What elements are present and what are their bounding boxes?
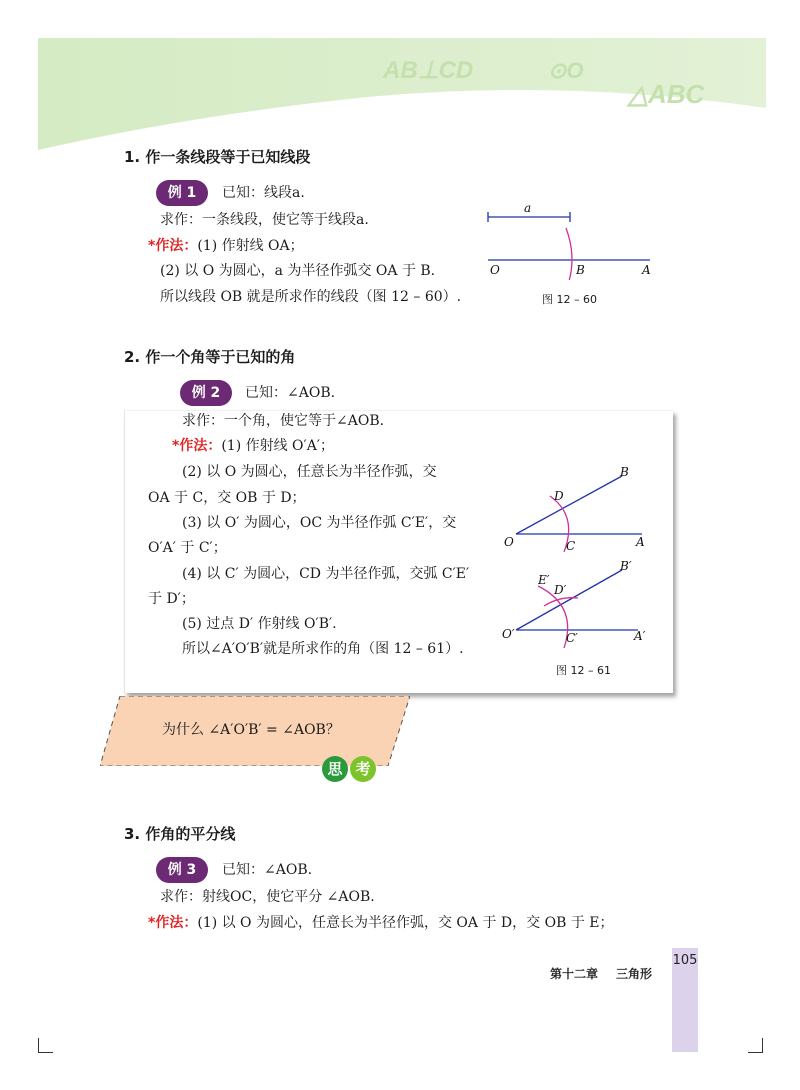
figure-12-61-bottom-point-a: A′ [634,629,646,643]
figure-12-61-bottom-point-o: O′ [502,627,515,641]
section3-title: 3. 作角的平分线 [124,825,236,843]
figure-12-60-point-o: O [490,263,500,277]
crop-mark-bottom-left [38,1038,53,1053]
example2-step4-a: (4) 以 C′ 为圆心，CD 为半径作弧，交弧 C′E′ [182,566,470,582]
example3-badge: 例 3 [156,857,208,883]
section1-title: 1. 作一条线段等于已知线段 [124,148,311,166]
example1-task: 求作：一条线段，使它等于线段a. [160,212,369,228]
example2-step2-b: OA 于 C，交 OB 于 D； [148,490,306,506]
example2-method-label: *作法： [172,438,222,454]
figure-12-61-top-point-c: C [566,539,576,553]
example3-method [148,913,614,933]
banner-deco-formula-1: AB⊥CD [383,57,474,84]
figure-12-61-caption: 图 12 – 61 [556,664,611,677]
example2-badge: 例 2 [180,380,232,406]
example2-step3-b: O′A′ 于 C′； [148,540,227,556]
example1-method-label: *作法： [148,238,198,254]
figure-12-60-point-a: A [642,263,651,277]
example2-step4-b: 于 D′； [148,591,195,607]
figure-12-61-bottom-point-b: B′ [620,559,632,573]
think-badge-char-2: 考 [350,756,376,782]
chapter-number: 第十二章 [550,967,599,981]
figure-12-60 [480,198,660,280]
example3-method-label: *作法： [148,915,198,931]
example2-step5: (5) 过点 D′ 作射线 O′B′. [182,616,337,632]
think-question: 为什么 ∠A′O′B′ = ∠AOB？ [162,722,340,738]
figure-12-61-bottom-point-e: E′ [538,573,550,587]
example2-task: 求作：一个角，使它等于∠AOB. [182,413,385,429]
example3-given: 已知：∠AOB. [222,862,313,878]
example2-step3-a: (3) 以 O′ 为圆心，OC 为半径作弧 C′E′，交 [182,515,457,531]
think-badge-char-1: 思 [322,756,348,782]
figure-12-61-top-point-b: B [620,465,629,479]
example2-step2-a: (2) 以 O 为圆心，任意长为半径作弧，交 [182,464,437,480]
figure-12-61-bottom-point-c: C′ [566,631,578,645]
example2-conclusion: 所以∠A′O′B′就是所求作的角（图 12 – 61）. [182,641,464,657]
chapter-footer [550,965,670,982]
example3-step1: (1) 以 O 为圆心，任意长为半径作弧，交 OA 于 D，交 OB 于 E； [197,915,614,931]
header-banner [38,38,766,158]
example1-conclusion: 所以线段 OB 就是所求作的线段（图 12 – 60）. [160,289,462,305]
section2-title: 2. 作一个角等于已知的角 [124,348,296,366]
figure-12-61-top-point-a: A [636,535,645,549]
example1-badge: 例 1 [156,180,208,206]
example1-given: 已知：线段a. [222,185,305,201]
example2-step1: (1) 作射线 O′A′； [221,438,335,454]
figure-12-60-label-a: a [524,201,532,215]
banner-deco-formula-2: ⊙O [548,58,584,83]
figure-12-61 [498,460,668,656]
figure-12-61-top-point-d: D [554,489,564,503]
banner-deco-formula-3: △ABC [628,79,705,109]
crop-mark-bottom-right [748,1038,763,1053]
chapter-title: 三角形 [616,967,653,981]
think-badge [320,754,382,784]
example1-step1: (1) 作射线 OA； [197,238,304,254]
figure-12-61-top-point-o: O [504,535,514,549]
example2-method [172,436,334,456]
example3-task: 求作：射线OC，使它平分 ∠AOB. [160,889,375,905]
example1-method [148,236,304,256]
figure-12-61-bottom-point-d: D′ [554,583,567,597]
page-number: 105 [672,953,698,968]
example2-given: 已知：∠AOB. [245,385,336,401]
figure-12-60-point-b: B [576,263,585,277]
figure-12-60-caption: 图 12 – 60 [542,293,597,306]
example1-step2: (2) 以 O 为圆心，a 为半径作弧交 OA 于 B. [160,263,436,279]
